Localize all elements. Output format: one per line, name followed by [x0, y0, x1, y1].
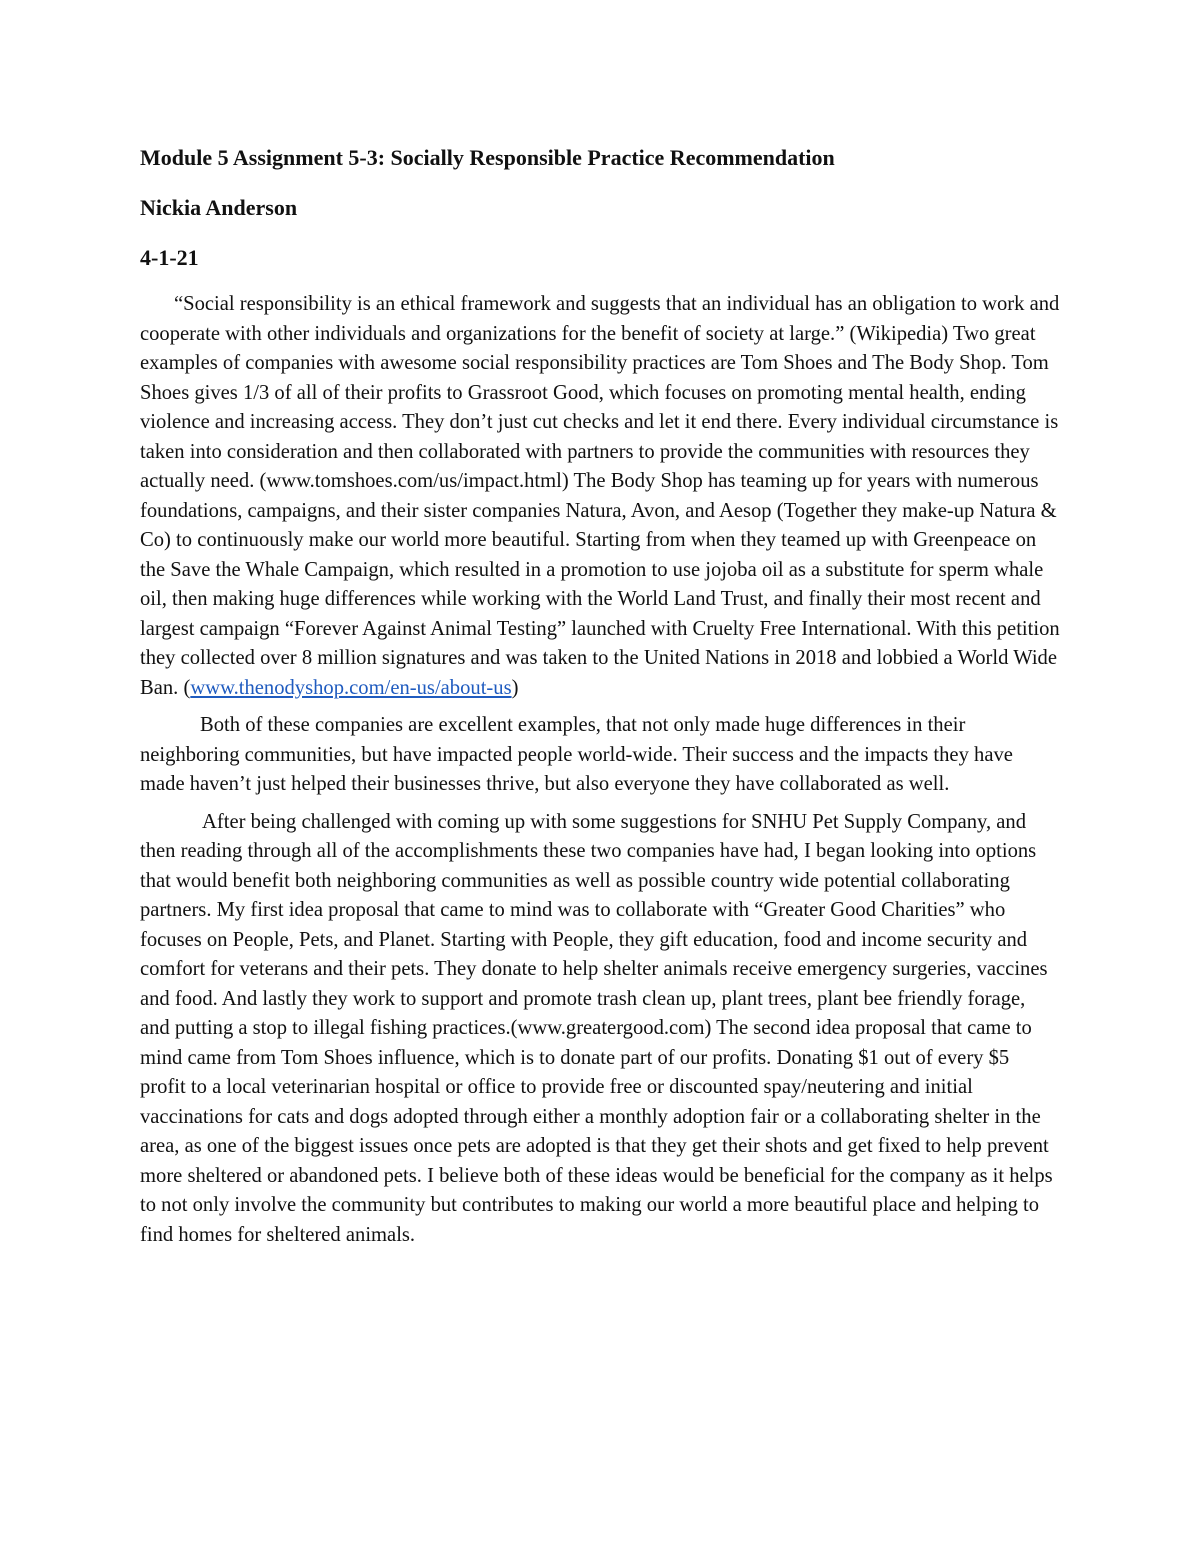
document-date: 4-1-21 [140, 245, 199, 270]
paragraph-1-closing: ) [511, 676, 519, 699]
paragraph-2: Both of these companies are excellent examples, that not only made huge differences in their neighboring communities, but have impacted people world-wide. Their success and the impacts they have made haven’t just helped their businesses thrive, but also everyone they have collaborated as well. [140, 714, 1013, 795]
paragraph-1 [140, 290, 1060, 703]
body-shop-link[interactable]: www.thenodyshop.com/en-us/about-us [190, 676, 512, 699]
document-body [140, 140, 1060, 1258]
document-title: Module 5 Assignment 5-3: Socially Responsible Practice Recommendation [140, 145, 835, 170]
author-name: Nickia Anderson [140, 195, 298, 220]
paragraph-1-text: “Social responsibility is an ethical framework and suggests that an individual has an obligation to work and cooperate with other individuals and organizations for the benefit of society at large.” (Wikipedia) Two great examples of companies with awesome social responsibility practices are Tom Shoes and The Body Shop. Tom Shoes gives 1/3 of all of their profits to Grassroot Good, which focuses on promoting mental health, ending violence and increasing access. They don’t just cut checks and let it end there. Every individual circumstance is taken into consideration and then collaborated with partners to provide the communities with resources they actually need. (www.tomshoes.com/us/impact.html) The Body Shop has teaming up for years with numerous foundations, campaigns, and their sister companies Natura, Avon, and Aesop (Together they make-up Natura & Co) to continuously make our world more beautiful. Starting from when they teamed up with Greenpeace on the Save the Whale Campaign, which resulted in a promotion to use jojoba oil as a substitute for sperm whale oil, then making huge differences while working with the World Land Trust, and finally their most recent and largest campaign “Forever Against Animal Testing” launched with Cruelty Free International. With this petition they collected over 8 million signatures and was taken to the United Nations in 2018 and lobbied a World Wide Ban. ( [140, 293, 1060, 699]
paragraph-3: After being challenged with coming up with some suggestions for SNHU Pet Supply Company, and then reading through all of the accomplishments these two companies have had, I began looking into options that would benefit both neighboring communities as well as possible country wide potential collaborating partners. My first idea proposal that came to mind was to collaborate with “Greater Good Charities” who focuses on People, Pets, and Planet. Starting with People, they gift education, food and income security and comfort for veterans and their pets. They donate to help shelter animals receive emergency surgeries, vaccines and food. And lastly they work to support and promote trash clean up, plant trees, plant bee friendly forage, and putting a stop to illegal fishing practices.(www.greatergood.com) The second idea proposal that came to mind came from Tom Shoes influence, which is to donate part of our profits. Donating $1 out of every $5 profit to a local veterinarian hospital or office to provide free or discounted spay/neutering and initial vaccinations for cats and dogs adopted through either a monthly adoption fair or a collaborating shelter in the area, as one of the biggest issues once pets are adopted is that they get their shots and get fixed to help prevent more sheltered or abandoned pets. I believe both of these ideas would be beneficial for the company as it helps to not only involve the community but contributes to making our world a more beautiful place and helping to find homes for sheltered animals. [140, 810, 1053, 1246]
